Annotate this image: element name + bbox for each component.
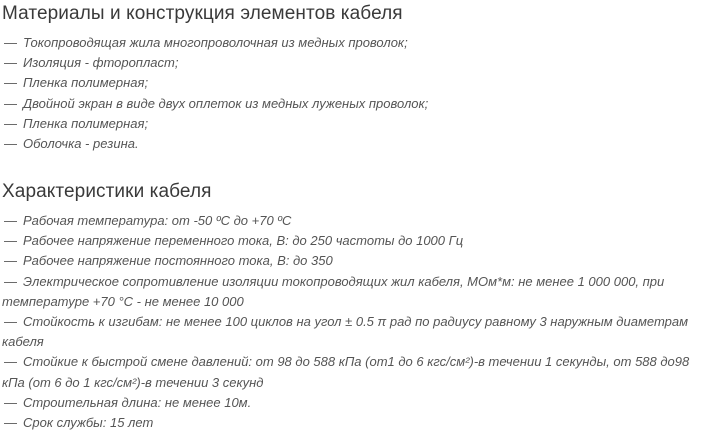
dash-bullet: — [4,233,17,249]
list-item [2,231,714,251]
list-item-text: Стойкость к изгибам: не менее 100 циклов на угол ± 0.5 π рад по радиусу равному 3 наружным диаметрам кабеля [2,314,688,350]
list-item [2,134,714,154]
specs-section [2,180,726,433]
list-item [2,272,714,312]
list-item-text: Стойкие к быстрой смене давлений: от 98 до 588 кПа (от1 до 6 кгс/см²)-в течении 1 секунды, от 588 до98 кПа (от 6 до 1 кгс/см²)-в течении 3 секунд [2,354,690,390]
list-item-text: Двойной экран в виде двух оплеток из медных луженых проволок; [23,95,429,111]
dash-bullet: — [4,354,17,370]
list-item-text: Изоляция - фторопласт; [23,55,179,71]
dash-bullet: — [4,314,17,330]
specs-list [2,211,726,433]
list-item-text: Срок службы: 15 лет [23,415,154,431]
dash-bullet: — [4,35,17,50]
list-item [2,413,714,433]
materials-list [2,33,726,154]
dash-bullet: — [4,394,17,410]
dash-bullet: — [4,115,17,131]
dash-bullet: — [4,415,17,431]
list-item-text: Рабочее напряжение постоянного тока, В: до 350 [23,253,333,269]
list-item-text: Токопроводящая жила многопроволочная из медных проволок; [23,35,408,50]
list-item-text: Пленка полимерная; [23,115,149,131]
list-item [2,114,714,134]
dash-bullet: — [4,95,17,111]
list-item [2,94,714,114]
materials-section [2,0,726,154]
list-item [2,53,714,73]
list-item [2,211,714,231]
list-item-text: Электрическое сопротивление изоляции токопроводящих жил кабеля, МОм*м: не менее 1 000 000, при температуре +70 °С - не менее 10 000 [2,273,665,309]
list-item-text: Пленка полимерная; [23,75,149,91]
list-item [2,312,714,352]
dash-bullet: — [4,273,17,289]
specs-heading: Характеристики кабеля [2,181,212,202]
dash-bullet: — [4,75,17,91]
list-item-text: Рабочее напряжение переменного тока, В: до 250 частоты до 1000 Гц [23,233,464,249]
list-item-text: Оболочка - резина. [23,136,139,152]
dash-bullet: — [4,213,17,228]
list-item-text: Рабочая температура: от -50 ºС до +70 ºС [23,213,292,228]
list-item [2,33,714,53]
list-item [2,73,714,93]
materials-heading: Материалы и конструкция элементов кабеля [2,3,403,24]
dash-bullet: — [4,55,17,71]
list-item [2,352,714,392]
list-item [2,393,714,413]
dash-bullet: — [4,136,17,152]
list-item [2,251,714,271]
list-item-text: Строительная длина: не менее 10м. [23,394,252,410]
dash-bullet: — [4,253,17,269]
